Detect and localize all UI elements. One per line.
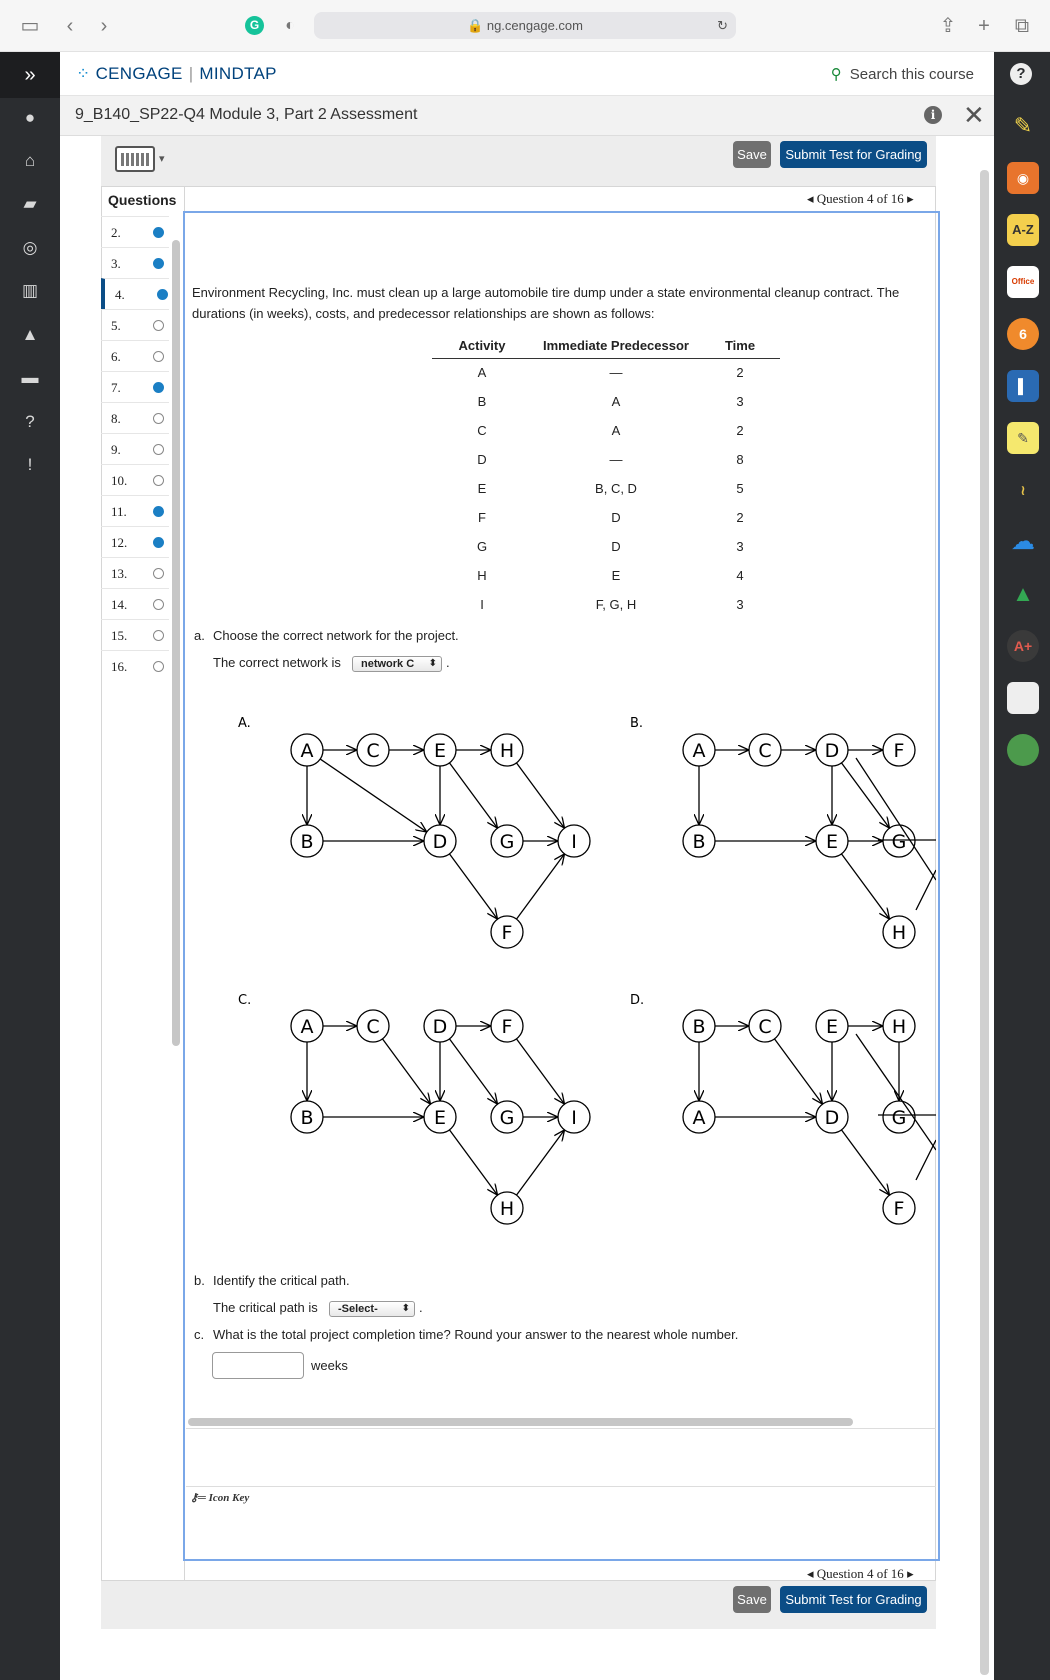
network-arrow — [916, 1140, 936, 1180]
table-cell: — — [609, 365, 623, 381]
save-button[interactable]: Save — [733, 141, 771, 168]
network-d — [683, 1010, 915, 1224]
part-a-text: Choose the correct network for the project. — [213, 628, 459, 643]
submit-test-button[interactable]: Submit Test for Grading — [780, 141, 927, 168]
table-row — [432, 474, 780, 503]
network-arrow — [856, 758, 936, 880]
network-node-label: A — [692, 740, 706, 762]
network-node-label: G — [891, 1107, 907, 1129]
network-node-label: C — [366, 740, 380, 762]
table-cell: 2 — [736, 365, 744, 381]
table-cell: 2 — [736, 423, 744, 438]
network-node-label: F — [893, 740, 905, 762]
part-b-period: . — [419, 1300, 423, 1315]
aplia-app-icon[interactable]: 6 — [1007, 318, 1039, 350]
next-question-icon[interactable]: ▸ — [907, 1566, 914, 1581]
table-row — [432, 561, 780, 590]
network-node-label: H — [891, 922, 907, 944]
table-cell: 3 — [736, 394, 744, 409]
network-node-label: G — [499, 831, 515, 853]
network-arrow — [916, 870, 936, 910]
question-item[interactable] — [101, 371, 169, 402]
network-arrow — [449, 1039, 497, 1104]
table-cell: F — [478, 510, 486, 525]
network-node-label: H — [891, 1016, 907, 1038]
brand-cengage: CENGAGE — [95, 64, 183, 83]
unanswered-dot-icon — [153, 351, 164, 362]
network-node-label: E — [433, 740, 447, 762]
expand-icon[interactable]: » — [0, 52, 60, 98]
table-cell: D — [611, 510, 621, 525]
table-cell: G — [476, 539, 488, 554]
network-node-label: I — [571, 1107, 577, 1129]
open-book-icon[interactable]: ▥ — [21, 281, 39, 300]
table-cell: C — [477, 423, 487, 438]
icon-key-label: Icon Key — [208, 1492, 250, 1504]
part-a-letter: a. — [194, 628, 205, 643]
network-d-label: D. — [630, 993, 645, 1008]
share-icon[interactable]: ⇪ — [939, 15, 957, 37]
answered-dot-icon — [153, 506, 164, 517]
lock-icon: 🔒 — [467, 18, 484, 33]
ebook-icon[interactable]: ▌ — [1007, 370, 1039, 402]
unanswered-dot-icon — [153, 568, 164, 579]
home-icon[interactable]: ⌂ — [24, 151, 36, 170]
answered-dot-icon — [153, 382, 164, 393]
network-node-label: E — [825, 1016, 839, 1038]
unanswered-dot-icon — [153, 320, 164, 331]
question-number: 3. — [111, 256, 121, 271]
network-node-label: F — [501, 922, 513, 944]
part-b-answer-prefix: The critical path is — [213, 1300, 318, 1315]
browser-toolbar — [0, 0, 1050, 52]
part-b-letter: b. — [194, 1273, 205, 1288]
divider — [186, 1428, 936, 1429]
az-glossary-icon[interactable]: A-Z — [1007, 214, 1039, 246]
forward-icon[interactable]: › — [100, 15, 108, 37]
question-item[interactable] — [101, 216, 169, 247]
table-cell: B, C, D — [595, 481, 637, 496]
critical-path-select[interactable]: -Select- ⬍ — [329, 1301, 415, 1317]
table-row — [432, 532, 780, 561]
unanswered-dot-icon — [153, 599, 164, 610]
table-row — [432, 358, 780, 387]
flashcards-icon[interactable] — [1007, 682, 1039, 714]
network-node-label: A — [300, 740, 314, 762]
question-item[interactable] — [101, 278, 169, 309]
network-node-label: D — [432, 1016, 448, 1038]
question-nav-bottom[interactable] — [807, 1566, 914, 1582]
question-number: 10. — [111, 473, 128, 488]
prev-question-icon[interactable]: ◂ — [807, 1566, 814, 1581]
prev-question-icon[interactable]: ◂ — [807, 191, 814, 206]
question-counter: Question 4 of 16 — [816, 191, 904, 206]
submit-test-button[interactable]: Submit Test for Grading — [780, 1586, 927, 1613]
network-c-label: C. — [238, 993, 252, 1008]
table-cell: D — [477, 452, 487, 467]
network-arrow — [449, 1130, 497, 1195]
table-cell: A — [611, 394, 621, 409]
question-nav-top[interactable] — [807, 191, 914, 207]
question-number: 13. — [111, 566, 128, 581]
question-number: 2. — [111, 225, 121, 240]
table-cell: 4 — [736, 568, 744, 583]
intro-line-2: durations (in weeks), costs, and predecessor relationships are shown as follows: — [192, 306, 655, 321]
network-node-label: B — [300, 1107, 314, 1129]
page-scrollbar[interactable] — [980, 170, 989, 1675]
table-cell: 3 — [736, 539, 744, 554]
network-a — [291, 734, 590, 948]
answered-dot-icon — [153, 227, 164, 238]
network-node-label: D — [824, 740, 840, 762]
divider — [186, 1486, 936, 1487]
network-node-label: C — [758, 740, 772, 762]
table-cell: D — [611, 539, 621, 554]
question-item[interactable] — [101, 309, 169, 340]
question-number: 7. — [111, 380, 121, 395]
question-number: 4. — [115, 287, 125, 302]
horizontal-scrollbar[interactable] — [188, 1418, 853, 1426]
question-list-scrollbar[interactable] — [172, 240, 180, 1046]
keyboard-icon[interactable] — [115, 146, 155, 172]
question-number: 5. — [111, 318, 121, 333]
question-item[interactable] — [101, 495, 169, 526]
questions-heading: Questions — [108, 192, 177, 208]
question-number: 15. — [111, 628, 128, 643]
network-node-label: F — [893, 1198, 905, 1220]
a-plus-icon[interactable]: A+ — [1007, 630, 1039, 662]
network-arrow — [320, 759, 427, 832]
tab-overview-icon[interactable]: ⧉ — [1014, 15, 1030, 37]
network-a-label: A. — [238, 716, 251, 731]
table-cell: 5 — [736, 481, 744, 496]
network-arrow — [841, 854, 889, 919]
onedrive-icon[interactable]: ☁ — [1011, 528, 1035, 555]
network-node-label: E — [433, 1107, 447, 1129]
network-node-label: B — [692, 1016, 706, 1038]
network-arrow — [382, 1039, 430, 1104]
question-number: 12. — [111, 535, 128, 550]
col-header-time: Time — [700, 336, 780, 358]
network-node-label: I — [571, 831, 577, 853]
network-arrow — [516, 1039, 564, 1104]
question-item[interactable] — [101, 619, 169, 650]
question-item[interactable] — [101, 526, 169, 557]
network-arrow — [449, 854, 497, 919]
unanswered-dot-icon — [153, 475, 164, 486]
network-node-label: G — [499, 1107, 515, 1129]
network-arrow — [774, 1039, 822, 1104]
network-node-label: C — [366, 1016, 380, 1038]
answered-dot-icon — [157, 289, 168, 300]
profile-icon[interactable]: ● — [24, 108, 36, 127]
network-diagrams — [230, 700, 936, 1250]
table-row — [432, 387, 780, 416]
table-cell: A — [611, 423, 621, 438]
table-cell: E — [477, 481, 487, 496]
network-arrow — [516, 1130, 564, 1195]
network-node-label: E — [825, 831, 839, 853]
help-icon[interactable]: ? — [25, 412, 35, 431]
book-icon[interactable]: ▰ — [23, 194, 37, 213]
privacy-shield-icon[interactable]: ◐ — [285, 17, 295, 34]
network-node-label: B — [692, 831, 706, 853]
unanswered-dot-icon — [153, 661, 164, 672]
new-tab-icon[interactable]: + — [978, 15, 990, 37]
sidebar-toggle-icon[interactable]: ▭ — [20, 15, 40, 37]
part-a-answer-prefix: The correct network is — [213, 655, 341, 670]
assessment-header — [60, 96, 994, 136]
save-button[interactable]: Save — [733, 1586, 771, 1613]
completion-time-input[interactable] — [212, 1352, 304, 1379]
question-item[interactable] — [101, 557, 169, 588]
question-item[interactable] — [101, 247, 169, 278]
table-cell: 8 — [736, 452, 744, 467]
network-c — [291, 1010, 590, 1224]
pencil-app-icon[interactable]: ✎ — [1013, 113, 1033, 138]
reload-icon[interactable]: ↻ — [717, 18, 728, 33]
part-a-period: . — [446, 655, 450, 670]
app-dock — [994, 52, 1050, 1680]
question-number: 9. — [111, 442, 121, 457]
intro-line-1: Environment Recycling, Inc. must clean up a large automobile tire dump under a state environmental cleanup contract. The — [192, 285, 900, 300]
network-node-label: H — [499, 1198, 515, 1220]
graduation-cap-icon[interactable]: ▲ — [21, 325, 39, 344]
table-cell: 2 — [736, 510, 744, 525]
weeks-unit-label: weeks — [311, 1358, 348, 1373]
help-icon[interactable]: ? — [1010, 63, 1032, 85]
col-header-activity: Activity — [432, 336, 532, 358]
network-node-label: H — [499, 740, 515, 762]
search-label: Search this course — [849, 66, 974, 83]
table-cell: E — [611, 568, 621, 583]
network-select[interactable]: network C ⬍ — [352, 656, 442, 672]
network-node-label: C — [758, 1016, 772, 1038]
question-item[interactable] — [101, 402, 169, 433]
network-node-label: A — [300, 1016, 314, 1038]
unanswered-dot-icon — [153, 444, 164, 455]
grammarly-icon[interactable]: G — [245, 16, 264, 35]
left-nav-rail — [0, 52, 60, 1680]
google-drive-icon[interactable]: ▲ — [1012, 581, 1034, 606]
question-number: 16. — [111, 659, 128, 674]
network-arrow — [841, 1130, 889, 1195]
network-arrow — [516, 763, 564, 828]
question-number: 14. — [111, 597, 128, 612]
network-arrow — [516, 854, 564, 919]
unanswered-dot-icon — [153, 630, 164, 641]
table-row — [432, 590, 780, 619]
network-arrow — [449, 763, 497, 828]
part-c-text: What is the total project completion time? Round your answer to the nearest whole number. — [213, 1327, 739, 1342]
search-icon: ⚲ — [830, 66, 842, 83]
question-number: 8. — [111, 411, 121, 426]
network-node-label: D — [432, 831, 448, 853]
col-header-predecessor: Immediate Predecessor — [532, 336, 700, 358]
logo-dots-icon: ⁘ — [76, 64, 91, 83]
address-bar[interactable] — [314, 12, 736, 39]
question-item[interactable] — [101, 464, 169, 495]
briefcase-icon[interactable]: ▬ — [21, 368, 39, 387]
key-icon: ⚷═ — [190, 1492, 206, 1504]
icon-key-link[interactable] — [190, 1491, 249, 1504]
rss-icon[interactable]: ◉ — [1007, 162, 1039, 194]
close-icon[interactable]: ✕ — [963, 100, 985, 130]
table-cell: H — [477, 568, 487, 583]
mindtap-header — [60, 52, 994, 96]
network-b-label: B. — [630, 716, 644, 731]
compass-icon[interactable]: ◎ — [22, 238, 38, 257]
question-number: 6. — [111, 349, 121, 364]
answered-dot-icon — [153, 258, 164, 269]
table-cell: — — [609, 452, 623, 467]
office-icon[interactable]: Office — [1007, 266, 1039, 298]
part-c-letter: c. — [194, 1327, 205, 1342]
question-counter: Question 4 of 16 — [816, 1566, 904, 1581]
network-b — [683, 734, 915, 948]
answered-dot-icon — [153, 537, 164, 548]
brand-mindtap: MINDTAP — [199, 64, 277, 83]
part-b-text: Identify the critical path. — [213, 1273, 350, 1288]
network-node-label: G — [891, 831, 907, 853]
search-course[interactable] — [831, 65, 974, 83]
question-item[interactable] — [101, 588, 169, 619]
table-cell: 3 — [736, 597, 744, 612]
network-node-label: F — [501, 1016, 513, 1038]
avatar-app-icon[interactable] — [1007, 734, 1039, 766]
feedback-icon[interactable]: ! — [27, 455, 33, 474]
info-icon[interactable]: i — [924, 106, 942, 124]
table-cell: B — [477, 394, 487, 409]
network-node-label: A — [692, 1107, 706, 1129]
activity-table — [432, 336, 780, 619]
question-item[interactable] — [101, 650, 169, 681]
next-question-icon[interactable]: ▸ — [907, 191, 914, 206]
back-icon[interactable]: ‹ — [66, 15, 74, 37]
readspeaker-icon[interactable]: ≀ — [1020, 482, 1026, 498]
notes-icon[interactable]: ✎ — [1007, 422, 1039, 454]
assessment-title: 9_B140_SP22-Q4 Module 3, Part 2 Assessment — [75, 106, 418, 123]
table-cell: I — [480, 597, 484, 612]
url-text: ng.cengage.com — [486, 18, 583, 33]
cengage-logo: ⁘ CENGAGE | MINDTAP — [76, 64, 277, 83]
network-node-label: D — [824, 1107, 840, 1129]
network-node-label: B — [300, 831, 314, 853]
problem-intro — [192, 282, 938, 324]
question-item[interactable] — [101, 433, 169, 464]
table-cell: A — [477, 365, 487, 381]
unanswered-dot-icon — [153, 413, 164, 424]
table-row — [432, 416, 780, 445]
table-row — [432, 445, 780, 474]
question-item[interactable] — [101, 340, 169, 371]
table-row — [432, 503, 780, 532]
table-cell: F, G, H — [595, 597, 637, 612]
question-number: 11. — [111, 504, 127, 519]
